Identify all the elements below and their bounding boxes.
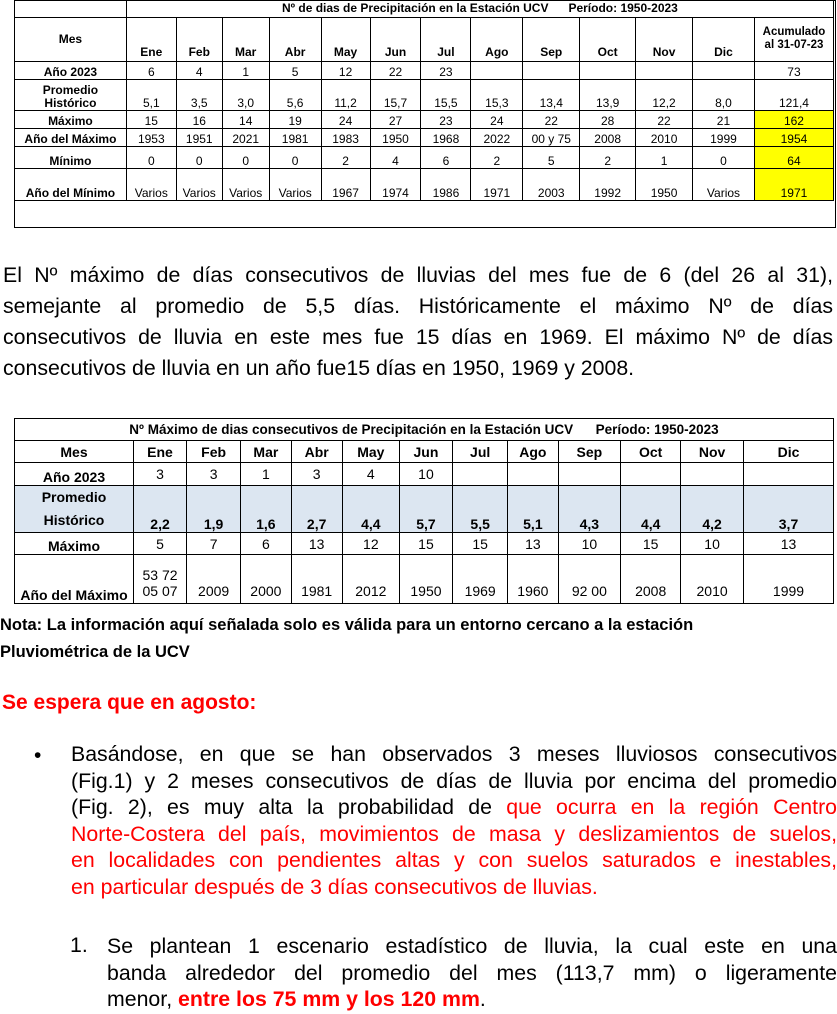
table-cell	[558, 463, 621, 486]
table-cell: 1967	[321, 168, 370, 200]
row-label-header: Mes	[15, 441, 134, 463]
blank-cell	[15, 0, 127, 17]
table-cell: 6	[241, 533, 291, 555]
table-cell: 10	[558, 533, 621, 555]
table-cell: 15,5	[421, 79, 471, 110]
table-cell: 1983	[321, 128, 370, 146]
table-cell: Varios	[222, 168, 269, 200]
table-cell: 13,9	[580, 79, 636, 110]
bullet-line: en particular después de 3 días consecutivos de lluvias.	[71, 874, 598, 899]
table-cell: 53 72 05 07	[134, 555, 187, 604]
table-row	[15, 110, 834, 128]
bullet-line: en localidades con pendientes altas y con suelos saturados e inestables,	[71, 848, 837, 872]
row-label	[15, 168, 127, 200]
row-label-line: Histórico	[44, 95, 97, 110]
month-header: Mar	[222, 17, 269, 61]
table-cell: 2008	[621, 555, 681, 604]
table-cell: 1	[636, 146, 693, 168]
month-header: Jul	[453, 441, 508, 463]
bullet-line	[71, 794, 837, 821]
table-cell: 2	[471, 146, 523, 168]
table-cell: 2,2	[134, 486, 187, 533]
table-row	[15, 486, 834, 533]
table-title-row	[15, 0, 834, 17]
note-line: Nota: La información aquí señalada solo es válida para un entorno cercano a la estación	[0, 616, 694, 634]
row-label	[15, 146, 127, 168]
table-cell: 28	[580, 110, 636, 128]
row-label-header: Mes	[15, 17, 127, 61]
table-cell	[523, 61, 580, 79]
paragraph-line: consecutivos de lluvia en este mes fue 15 días en 1969. El máximo Nº de días	[3, 325, 833, 349]
acum-cell: 162	[754, 110, 833, 128]
month-header: Nov	[681, 441, 744, 463]
table-cell	[471, 61, 523, 79]
table-cell: 11,2	[321, 79, 370, 110]
table-cell: 1950	[370, 128, 421, 146]
numbered-text: .	[479, 987, 486, 1011]
paragraph-line: consecutivos de lluvia en un año fue15 días en 1950, 1969 y 2008.	[3, 356, 635, 380]
table-cell: 10	[681, 533, 744, 555]
table-cell: 12,2	[636, 79, 693, 110]
month-header: Mar	[241, 441, 291, 463]
table-cell: 0	[693, 146, 755, 168]
table-row	[15, 533, 834, 555]
table-cell: 1	[222, 61, 269, 79]
table-precip-days	[14, 0, 836, 228]
table-cell	[681, 463, 744, 486]
bullet-paragraph	[71, 741, 837, 900]
paragraph-consecutive-days	[3, 260, 833, 384]
table-cell: 3,5	[176, 79, 222, 110]
table-cell	[508, 463, 558, 486]
month-header: Sep	[523, 17, 580, 61]
acum-header-line: al 31-07-23	[764, 39, 824, 51]
table-cell: 1,9	[187, 486, 241, 533]
paragraph-line: El Nº máximo de días consecutivos de lluvias del mes fue de 6 (del 26 al 31),	[3, 263, 833, 287]
table-cell: 12	[342, 533, 399, 555]
table-cell: 5,1	[508, 486, 558, 533]
table-cell: 1,6	[241, 486, 291, 533]
table-cell	[621, 463, 681, 486]
table-cell: 24	[471, 110, 523, 128]
table-title: Nº Máximo de dias consecutivos de Precipitación en la Estación UCV Período: 1950-2023	[15, 419, 834, 441]
bullet-icon: •	[34, 744, 42, 767]
table-cell: 2022	[471, 128, 523, 146]
table-cell: 1981	[269, 128, 321, 146]
table-cell: 3	[134, 463, 187, 486]
acum-cell: 73	[754, 61, 833, 79]
table-cell: 21	[693, 110, 755, 128]
month-header: May	[342, 441, 399, 463]
table-cell: 1953	[126, 128, 176, 146]
row-label	[15, 555, 134, 604]
row-label-line: Año 2023	[42, 469, 106, 485]
month-header: Oct	[621, 441, 681, 463]
month-header: Ago	[508, 441, 558, 463]
month-header: Abr	[291, 441, 342, 463]
table-cell: 1969	[453, 555, 508, 604]
numbered-red-text: entre los 75 mm y los 120 mm	[178, 987, 480, 1011]
table-header-row	[15, 17, 834, 61]
month-header: Ene	[126, 17, 176, 61]
table-cell: 4,4	[621, 486, 681, 533]
month-header: Jun	[370, 17, 421, 61]
table-cell: 6	[126, 61, 176, 79]
section-heading: Se espera que en agosto:	[2, 691, 257, 714]
table-cell: 3,7	[744, 486, 834, 533]
table-cell: 0	[176, 146, 222, 168]
numbered-text: menor,	[107, 987, 179, 1011]
table-cell: 3	[187, 463, 241, 486]
list-number: 1.	[70, 933, 88, 957]
table-cell: 2,7	[291, 486, 342, 533]
numbered-line: banda alrededor del promedio del mes (113,7 mm) o ligeramente	[107, 960, 837, 985]
table-cell: 4	[370, 146, 421, 168]
table-cell: 23	[421, 110, 471, 128]
numbered-line: Se plantean 1 escenario estadístico de lluvia, la cual este en una	[107, 934, 837, 958]
table-cell: 3,0	[222, 79, 269, 110]
bullet-red-text: que ocurra en la región Centro	[506, 795, 837, 819]
table-cell: 22	[370, 61, 421, 79]
table-cell: 5	[269, 61, 321, 79]
table-cell: 13,4	[523, 79, 580, 110]
table-cell: 15,3	[471, 79, 523, 110]
table-cell: 15	[399, 533, 452, 555]
table-cell: 4,2	[681, 486, 744, 533]
table-cell: 8,0	[693, 79, 755, 110]
table-cell: 2021	[222, 128, 269, 146]
acum-cell: 1971	[754, 168, 833, 200]
row-label	[15, 79, 127, 110]
table-cell: 1951	[176, 128, 222, 146]
table-cell: 4,4	[342, 486, 399, 533]
numbered-paragraph	[107, 933, 837, 1013]
table-max-consecutive-grid	[14, 418, 834, 604]
table-cell	[636, 61, 693, 79]
numbered-line	[107, 986, 837, 1013]
bullet-line: Norte-Costera del país, movimientos de masa y deslizamientos de suelos,	[71, 821, 837, 846]
row-label-line: Mínimo	[49, 153, 92, 168]
note-text	[0, 612, 837, 666]
table-cell: 5,5	[453, 486, 508, 533]
table-cell: 1986	[421, 168, 471, 200]
table-header-row	[15, 441, 834, 463]
table-cell: 27	[370, 110, 421, 128]
table-row	[15, 463, 834, 486]
table-cell: 13	[508, 533, 558, 555]
table-cell: 2009	[187, 555, 241, 604]
table-cell	[693, 61, 755, 79]
month-header: Oct	[580, 17, 636, 61]
table-cell: 00 y 75	[523, 128, 580, 146]
table-cell: 13	[291, 533, 342, 555]
table-max-consecutive-days	[14, 418, 834, 608]
table-cell: 5	[523, 146, 580, 168]
table-cell: 5,6	[269, 79, 321, 110]
table-cell: 2000	[241, 555, 291, 604]
table-cell: 24	[321, 110, 370, 128]
month-header: Dic	[693, 17, 755, 61]
table-cell: 16	[176, 110, 222, 128]
row-label	[15, 110, 127, 128]
row-label-line: Año del Máximo	[24, 131, 117, 146]
row-label-line: Año del Máximo	[20, 587, 128, 603]
table-cell	[744, 463, 834, 486]
table-cell: 22	[636, 110, 693, 128]
row-label	[15, 533, 134, 555]
table-cell: Varios	[126, 168, 176, 200]
acum-cell: 121,4	[754, 79, 833, 110]
row-label-line: Histórico	[43, 512, 105, 528]
table-cell: 2012	[342, 555, 399, 604]
table-cell: 1	[241, 463, 291, 486]
table-cell: 15	[453, 533, 508, 555]
table-cell: 2010	[636, 128, 693, 146]
table-row	[15, 168, 834, 200]
bullet-line: (Fig.1) y 2 meses consecutivos de días de lluvia por encima del promedio	[71, 768, 837, 793]
row-label	[15, 486, 134, 533]
row-label-line: Año del Mínimo	[25, 185, 116, 200]
table-cell: 15,7	[370, 79, 421, 110]
month-header: Sep	[558, 441, 621, 463]
table-cell: 15	[126, 110, 176, 128]
table-cell: 6	[421, 146, 471, 168]
table-row	[15, 61, 834, 79]
table-cell: 2010	[681, 555, 744, 604]
table-cell: 7	[187, 533, 241, 555]
table-cell: 1950	[636, 168, 693, 200]
table-cell: 92 00	[558, 555, 621, 604]
row-label-line: Máximo	[48, 113, 93, 128]
table-cell: 15	[621, 533, 681, 555]
table-cell: 0	[126, 146, 176, 168]
table-cell: 5,1	[126, 79, 176, 110]
table-cell: 2	[321, 146, 370, 168]
row-label	[15, 128, 127, 146]
table-cell: 3	[291, 463, 342, 486]
table-title: Nº de dias de Precipitación en la Estación UCV Período: 1950-2023	[126, 0, 833, 17]
acum-cell: 1954	[754, 128, 833, 146]
table-cell: 2008	[580, 128, 636, 146]
table-row	[15, 555, 834, 604]
table-cell: 1999	[744, 555, 834, 604]
row-label-line: Promedio	[41, 489, 107, 505]
table-cell: 5	[134, 533, 187, 555]
table-cell: 14	[222, 110, 269, 128]
table-cell: 1981	[291, 555, 342, 604]
row-label-line: Máximo	[47, 538, 101, 554]
row-label-line: Año 2023	[43, 64, 98, 79]
table-cell: 10	[399, 463, 452, 486]
month-header: Jun	[399, 441, 452, 463]
month-header: Ago	[471, 17, 523, 61]
acum-cell: 64	[754, 146, 833, 168]
table-cell	[580, 61, 636, 79]
note-line: Pluviométrica de la UCV	[0, 643, 190, 661]
table-cell: 1968	[421, 128, 471, 146]
table-cell: 1971	[471, 168, 523, 200]
table-precip-days-grid	[14, 0, 834, 201]
table-row	[15, 146, 834, 168]
table-cell: 1950	[399, 555, 452, 604]
month-header: Feb	[176, 17, 222, 61]
table-cell: 4,3	[558, 486, 621, 533]
bullet-line: Basándose, en que se han observados 3 meses lluviosos consecutivos	[71, 742, 837, 766]
table-cell: 4	[176, 61, 222, 79]
table-title-row	[15, 419, 834, 441]
table-cell: Varios	[269, 168, 321, 200]
table-cell: 0	[269, 146, 321, 168]
table-cell: 1999	[693, 128, 755, 146]
table-cell: 23	[421, 61, 471, 79]
bullet-text: (Fig. 2), es muy alta la probabilidad de	[71, 795, 507, 819]
table-cell: 22	[523, 110, 580, 128]
table-cell: 13	[744, 533, 834, 555]
table-cell: 19	[269, 110, 321, 128]
table-cell: 4	[342, 463, 399, 486]
table-row	[15, 128, 834, 146]
table-cell	[453, 463, 508, 486]
month-header: Ene	[134, 441, 187, 463]
month-header: Dic	[744, 441, 834, 463]
row-label	[15, 61, 127, 79]
acum-header	[754, 17, 833, 61]
month-header: Nov	[636, 17, 693, 61]
month-header: Abr	[269, 17, 321, 61]
paragraph-line: semejante al promedio de 5,5 días. Históricamente el máximo Nº de días	[3, 294, 833, 318]
table-cell: Varios	[693, 168, 755, 200]
table-cell: 2003	[523, 168, 580, 200]
table-cell: 1974	[370, 168, 421, 200]
month-header: May	[321, 17, 370, 61]
month-header: Feb	[187, 441, 241, 463]
row-label	[15, 463, 134, 486]
table-cell: 0	[222, 146, 269, 168]
table-cell: 2	[580, 146, 636, 168]
table-cell: 5,7	[399, 486, 452, 533]
table-cell: 1960	[508, 555, 558, 604]
row-label-line: Promedio	[42, 82, 99, 97]
table-cell: 1992	[580, 168, 636, 200]
table-row	[15, 79, 834, 110]
table-cell: Varios	[176, 168, 222, 200]
month-header: Jul	[421, 17, 471, 61]
table-cell: 12	[321, 61, 370, 79]
acum-header-line: Acumulado	[762, 26, 826, 38]
